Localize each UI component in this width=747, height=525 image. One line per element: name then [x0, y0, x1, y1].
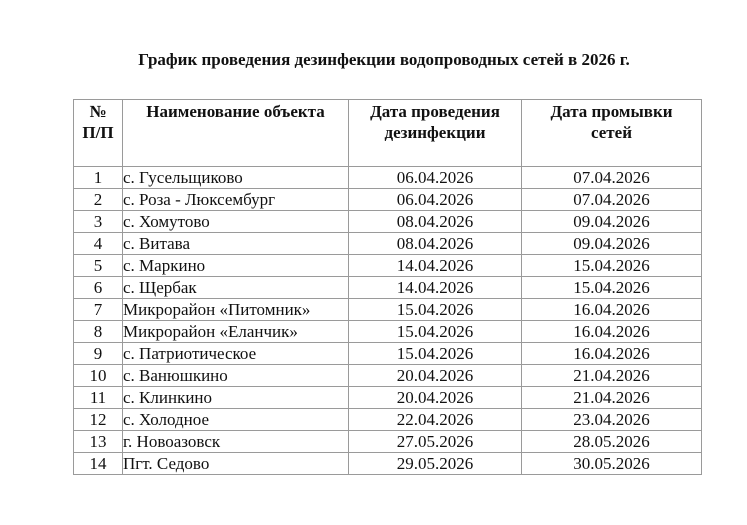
table-row	[74, 233, 702, 255]
header-object-name: Наименование объекта	[123, 100, 349, 167]
row-object-name: с. Ванюшкино	[123, 365, 349, 387]
row-disinfection-date: 15.04.2026	[349, 343, 522, 365]
table-row	[74, 387, 702, 409]
row-object-name: с. Гусельщиково	[123, 167, 349, 189]
row-object-name: с. Щербак	[123, 277, 349, 299]
row-number: 1	[74, 167, 123, 189]
row-number: 7	[74, 299, 123, 321]
row-object-name: с. Витава	[123, 233, 349, 255]
row-object-name: с. Патриотическое	[123, 343, 349, 365]
row-object-name: Микрорайон «Питомник»	[123, 299, 349, 321]
page-title: График проведения дезинфекции водопроводных сетей в 2026 г.	[138, 50, 630, 69]
row-disinfection-date: 14.04.2026	[349, 277, 522, 299]
row-rinse-date: 15.04.2026	[522, 255, 702, 277]
row-number: 2	[74, 189, 123, 211]
row-number: 12	[74, 409, 123, 431]
row-rinse-date: 21.04.2026	[522, 365, 702, 387]
row-rinse-date: 07.04.2026	[522, 167, 702, 189]
table-row	[74, 299, 702, 321]
row-object-name: с. Маркино	[123, 255, 349, 277]
table-row	[74, 431, 702, 453]
header-number: № П/П	[74, 100, 123, 167]
row-disinfection-date: 06.04.2026	[349, 167, 522, 189]
table-row	[74, 189, 702, 211]
table-row	[74, 409, 702, 431]
row-number: 3	[74, 211, 123, 233]
row-disinfection-date: 29.05.2026	[349, 453, 522, 475]
row-disinfection-date: 22.04.2026	[349, 409, 522, 431]
table-header-row	[74, 100, 702, 167]
schedule-table	[73, 99, 702, 475]
row-disinfection-date: 20.04.2026	[349, 365, 522, 387]
row-disinfection-date: 14.04.2026	[349, 255, 522, 277]
row-rinse-date: 07.04.2026	[522, 189, 702, 211]
row-disinfection-date: 08.04.2026	[349, 233, 522, 255]
row-number: 5	[74, 255, 123, 277]
table-row	[74, 343, 702, 365]
row-disinfection-date: 27.05.2026	[349, 431, 522, 453]
row-rinse-date: 23.04.2026	[522, 409, 702, 431]
row-object-name: с. Хомутово	[123, 211, 349, 233]
row-rinse-date: 09.04.2026	[522, 211, 702, 233]
table-row	[74, 365, 702, 387]
row-object-name: с. Клинкино	[123, 387, 349, 409]
row-object-name: с. Холодное	[123, 409, 349, 431]
table-row	[74, 321, 702, 343]
header-disinfection-date: Дата проведения дезинфекции	[349, 100, 522, 167]
row-disinfection-date: 15.04.2026	[349, 299, 522, 321]
row-number: 9	[74, 343, 123, 365]
table-row	[74, 167, 702, 189]
row-object-name: г. Новоазовск	[123, 431, 349, 453]
row-disinfection-date: 06.04.2026	[349, 189, 522, 211]
row-number: 6	[74, 277, 123, 299]
row-rinse-date: 15.04.2026	[522, 277, 702, 299]
row-rinse-date: 16.04.2026	[522, 321, 702, 343]
table-row	[74, 255, 702, 277]
table-row	[74, 453, 702, 475]
row-number: 10	[74, 365, 123, 387]
row-disinfection-date: 15.04.2026	[349, 321, 522, 343]
header-rinse-date: Дата промывки сетей	[522, 100, 702, 167]
row-rinse-date: 30.05.2026	[522, 453, 702, 475]
row-disinfection-date: 20.04.2026	[349, 387, 522, 409]
row-number: 14	[74, 453, 123, 475]
row-rinse-date: 28.05.2026	[522, 431, 702, 453]
row-disinfection-date: 08.04.2026	[349, 211, 522, 233]
row-object-name: с. Роза - Люксембург	[123, 189, 349, 211]
row-number: 4	[74, 233, 123, 255]
row-number: 13	[74, 431, 123, 453]
row-rinse-date: 16.04.2026	[522, 343, 702, 365]
row-object-name: Микрорайон «Еланчик»	[123, 321, 349, 343]
row-object-name: Пгт. Седово	[123, 453, 349, 475]
table-row	[74, 277, 702, 299]
row-number: 8	[74, 321, 123, 343]
table-row	[74, 211, 702, 233]
row-number: 11	[74, 387, 123, 409]
row-rinse-date: 21.04.2026	[522, 387, 702, 409]
row-rinse-date: 16.04.2026	[522, 299, 702, 321]
row-rinse-date: 09.04.2026	[522, 233, 702, 255]
